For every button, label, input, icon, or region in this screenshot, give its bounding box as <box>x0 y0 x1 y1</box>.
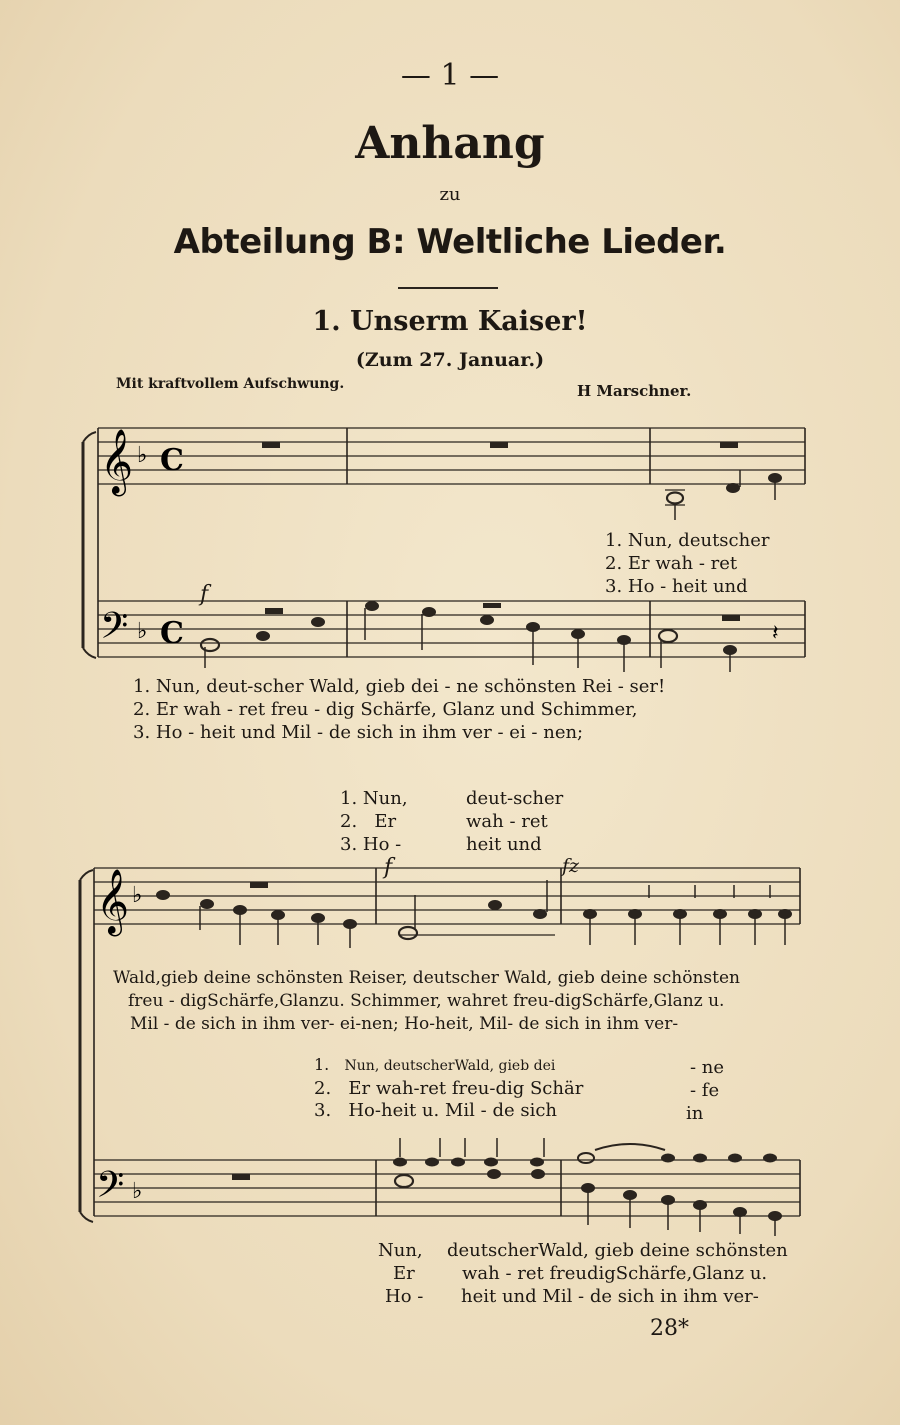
lyric-line: 2. Er wah-ret freu-dig Schär <box>314 1078 584 1099</box>
dynamic-marking: f <box>384 855 393 880</box>
lyric-line: deutscherWald, gieb deine schönsten <box>447 1240 788 1261</box>
note-icon <box>667 493 683 504</box>
dynamic-marking: fz <box>562 855 580 877</box>
lyric-line: - ne <box>690 1057 725 1078</box>
lyric-line: 1. Nun, deutscher <box>605 530 770 551</box>
section-title: Abteilung B: Weltliche Lieder. <box>173 222 727 262</box>
lyric-line: 2. Er <box>340 811 397 832</box>
lyric-line: heit und <box>466 834 542 855</box>
page-number: — 1 — <box>400 58 500 93</box>
lyric-line: Ho - <box>385 1286 424 1307</box>
note-icon <box>311 617 325 627</box>
lyric-line: 2. Er wah - ret freu - dig Schärfe, Glanz und Schimmer, <box>133 699 638 720</box>
title-connector: zu <box>439 184 461 205</box>
note-icon <box>422 607 436 617</box>
lyric-line: Wald,gieb deine schönsten Reiser, deutscher Wald, gieb deine schönsten <box>113 968 740 988</box>
lyric-line: 3. Ho - heit und <box>605 576 748 597</box>
composer-name: H Marschner. <box>577 382 692 400</box>
note-icon <box>256 631 270 641</box>
rest-icon <box>490 442 508 448</box>
common-time-icon: C <box>160 443 184 478</box>
lyric-line: Mil - de sich in ihm ver- ei-nen; Ho-heit, Mil- de sich in ihm ver- <box>130 1014 679 1034</box>
dynamic-marking: f <box>200 582 209 607</box>
bass-clef-icon: 𝄢 <box>96 1164 125 1215</box>
flat-icon: ♭ <box>132 1179 143 1204</box>
lyric-line: Er <box>393 1263 415 1284</box>
rest-icon <box>265 608 283 614</box>
lyric-line: in <box>686 1103 704 1124</box>
lyric-line: 3. Ho - <box>340 834 402 855</box>
flat-icon: ♭ <box>137 443 148 468</box>
note-icon <box>201 639 219 651</box>
rest-icon <box>483 603 501 608</box>
song-title: 1. Unserm Kaiser! <box>312 306 588 337</box>
treble-clef-icon: 𝄞 <box>96 869 130 934</box>
lyric-line: Nun, <box>378 1240 423 1261</box>
rest-icon <box>232 1174 250 1180</box>
note-icon <box>726 483 740 493</box>
lyric-line: 3. Ho-heit u. Mil - de sich <box>314 1100 558 1121</box>
common-time-icon: C <box>160 616 184 651</box>
lyric-line: 1. Nun, deutscherWald, gieb dei <box>314 1055 556 1074</box>
lyric-line: heit und Mil - de sich in ihm ver- <box>461 1286 759 1307</box>
main-title: Anhang <box>355 118 545 169</box>
lyric-line: wah - ret freudigSchärfe,Glanz u. <box>462 1263 768 1284</box>
rest-icon <box>250 882 268 888</box>
lyric-line: 2. Er wah - ret <box>605 553 738 574</box>
lyric-line: - fe <box>690 1080 720 1101</box>
lyric-line: 3. Ho - heit und Mil - de sich in ihm ver - ei - nen; <box>133 722 584 743</box>
rest-icon <box>722 615 740 621</box>
flat-icon: ♭ <box>132 883 143 908</box>
song-subtitle: (Zum 27. Januar.) <box>355 349 545 371</box>
tempo-marking: Mit kraftvollem Aufschwung. <box>116 376 345 392</box>
lyric-line: 1. Nun, <box>340 788 408 809</box>
lyric-line: 1. Nun, deut-scher Wald, gieb dei - ne schönsten Rei - ser! <box>133 676 666 697</box>
flat-icon: ♭ <box>137 619 148 644</box>
system1-treble-staff <box>98 428 805 484</box>
note-icon <box>365 601 379 611</box>
bass-clef-icon: 𝄢 <box>100 605 129 656</box>
rest-icon <box>720 442 738 448</box>
treble-clef-icon: 𝄞 <box>100 429 134 494</box>
lyric-line: wah - ret <box>466 811 548 832</box>
lyric-line: deut-scher <box>466 788 564 809</box>
rest-icon <box>262 442 280 448</box>
svg-text:𝄽: 𝄽 <box>772 621 779 646</box>
printer-signature: 28* <box>650 1316 689 1341</box>
note-icon <box>480 615 494 625</box>
lyric-line: freu - digSchärfe,Glanzu. Schimmer, wahret freu-digSchärfe,Glanz u. <box>128 991 725 1011</box>
